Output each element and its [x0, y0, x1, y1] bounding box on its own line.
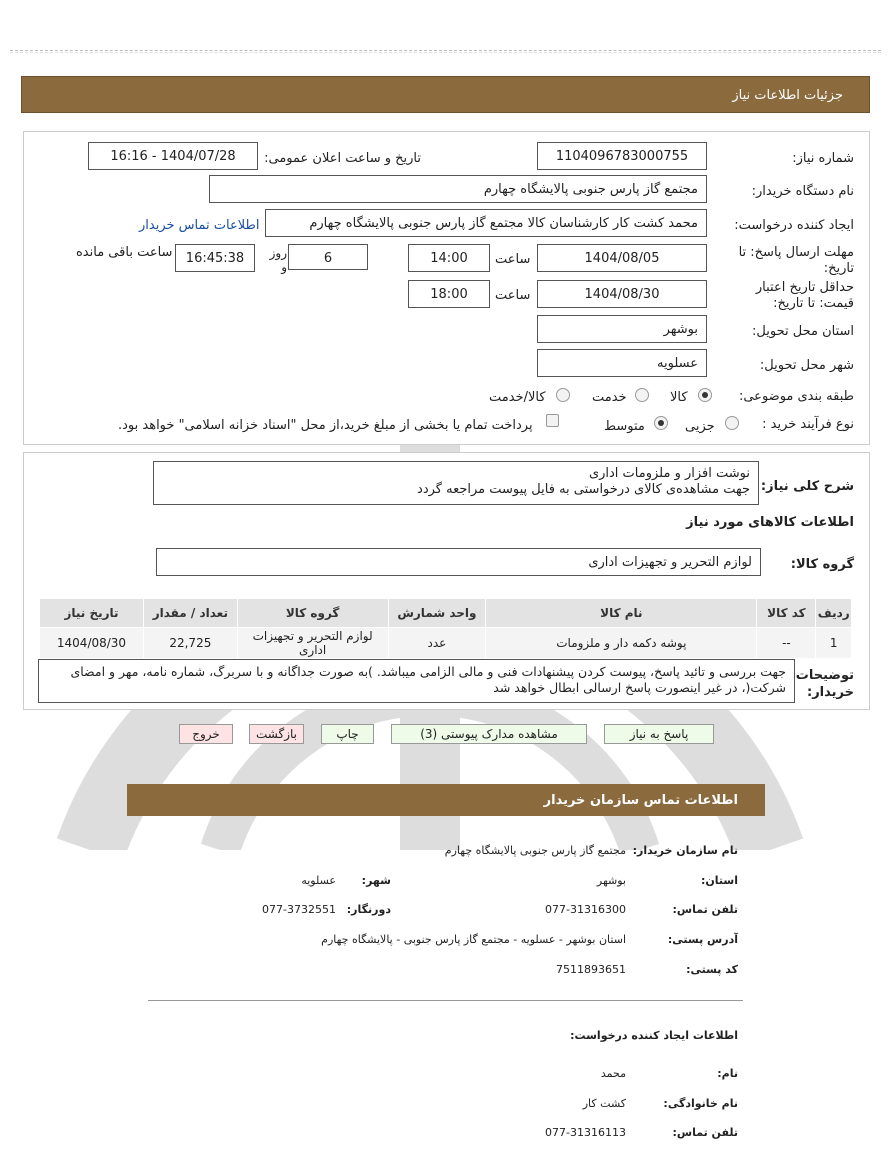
creator-first-name-label: نام:	[717, 1067, 738, 1080]
announce-label: تاریخ و ساعت اعلان عمومی:	[264, 151, 421, 166]
view-attachments-button[interactable]: مشاهده مدارک پیوستی (3)	[391, 724, 587, 744]
contact-city-label: شهر:	[361, 874, 391, 887]
requester-field: محمد کشت کار کارشناسان کالا مجتمع گاز پارس جنوبی پالایشگاه چهارم	[265, 209, 707, 237]
deadline-time-field: 14:00	[408, 244, 490, 272]
col-header-unit: واحد شمارش	[388, 599, 486, 628]
col-header-goods-code: کد کالا	[757, 599, 816, 628]
buyer-org-field: مجتمع گاز پارس جنوبی پالایشگاه چهارم	[209, 175, 707, 203]
contact-org-value: مجتمع گاز پارس جنوبی پالایشگاه چهارم	[444, 844, 626, 857]
contact-postal-value: 7511893651	[556, 963, 626, 976]
goods-info-title: اطلاعات کالاهای مورد نیاز	[686, 515, 854, 530]
validity-time-field: 18:00	[408, 280, 490, 308]
contact-phone-value: 077-31316300	[545, 903, 626, 916]
col-header-quantity: تعداد / مقدار	[143, 599, 237, 628]
creator-title: اطلاعات ایجاد کننده درخواست:	[570, 1029, 738, 1042]
creator-last-name-value: کشت کار	[582, 1097, 626, 1110]
description-line-1: نوشت افزار و ملزومات اداری	[588, 466, 750, 481]
col-header-goods-name: نام کالا	[486, 599, 757, 628]
cell-goods-code: --	[757, 628, 816, 659]
validity-date-field: 1404/08/30	[537, 280, 707, 308]
contact-address-value: استان بوشهر - عسلویه - مجتمع گاز پارس جنوبی - پالایشگاه چهارم	[321, 933, 626, 946]
cell-goods-name: پوشه دکمه دار و ملزومات	[486, 628, 757, 659]
print-button[interactable]: چاپ	[321, 724, 374, 744]
contact-header	[127, 784, 765, 816]
purchase-type-label: نوع فرآیند خرید :	[762, 417, 854, 432]
creator-first-name-value: محمد	[600, 1067, 626, 1080]
city-label: شهر محل تحویل:	[759, 358, 854, 373]
description-field	[153, 461, 759, 505]
creator-last-name-label: نام خانوادگی:	[663, 1097, 738, 1110]
announce-field: 1404/07/28 - 16:16	[88, 142, 258, 170]
treasury-payment-checkbox[interactable]	[546, 414, 559, 427]
contact-org-label: نام سازمان خریدار:	[632, 844, 738, 857]
deadline-date-field: 1404/08/05	[537, 244, 707, 272]
contact-divider	[148, 1000, 743, 1001]
buyer-notes-label: توضیحات خریدار:	[795, 668, 854, 700]
category-option-goods-service: کالا/خدمت	[489, 390, 546, 405]
reply-button[interactable]: پاسخ به نیاز	[604, 724, 714, 744]
buyer-contact-link[interactable]: اطلاعات تماس خریدار	[139, 218, 260, 233]
validity-time-label: ساعت	[495, 288, 531, 303]
cell-quantity: 22,725	[143, 628, 237, 659]
deadline-time-label: ساعت	[495, 252, 531, 267]
goods-group-label: گروه کالا:	[790, 557, 854, 572]
province-label: استان محل تحویل:	[752, 324, 854, 339]
remaining-label: ساعت باقی مانده	[76, 245, 173, 260]
goods-group-field: لوازم التحریر و تجهیزات اداری	[156, 548, 761, 576]
need-number-field: 1104096783000755	[537, 142, 707, 170]
payment-note: پرداخت تمام یا بخشی از مبلغ خرید،از محل "اسناد خزانه اسلامی" خواهد بود.	[118, 418, 533, 433]
contact-address-label: آدرس پستی:	[667, 933, 738, 946]
validity-label: حداقل تاریخ اعتبار قیمت: تا تاریخ:	[755, 280, 854, 311]
col-header-goods-group: گروه کالا	[237, 599, 388, 628]
category-label: طبقه بندی موضوعی:	[738, 389, 854, 404]
col-header-need-date: تاریخ نیاز	[40, 599, 144, 628]
table-row	[40, 628, 852, 659]
contact-fax-label: دورنگار:	[346, 903, 391, 916]
province-field: بوشهر	[537, 315, 707, 343]
contact-phone-label: تلفن تماس:	[672, 903, 738, 916]
purchase-radio-minor[interactable]	[725, 416, 739, 430]
days-field: 6	[288, 244, 368, 270]
category-radio-goods[interactable]	[698, 388, 712, 402]
cell-row-number: 1	[816, 628, 852, 659]
col-header-row-number: ردیف	[816, 599, 852, 628]
purchase-radio-medium[interactable]	[654, 416, 668, 430]
description-label: شرح کلی نیاز:	[760, 479, 854, 494]
need-number-label: شماره نیاز:	[792, 151, 854, 166]
contact-province-label: استان:	[701, 874, 738, 887]
purchase-option-medium: متوسط	[604, 419, 645, 434]
contact-fax-value: 077-3732551	[262, 903, 336, 916]
contact-postal-label: کد پستی:	[686, 963, 738, 976]
table-header-row	[40, 599, 852, 628]
requester-label: ایجاد کننده درخواست:	[734, 218, 854, 233]
category-option-goods: کالا	[670, 390, 688, 405]
page-header	[21, 76, 870, 113]
contact-city-value: عسلویه	[301, 874, 336, 887]
goods-table	[39, 598, 852, 659]
days-label: روز و	[269, 246, 287, 274]
page-title: جزئیات اطلاعات نیاز	[732, 88, 843, 103]
remaining-time-field: 16:45:38	[175, 244, 255, 272]
category-radio-goods-service[interactable]	[556, 388, 570, 402]
exit-button[interactable]: خروج	[179, 724, 233, 744]
description-line-2: جهت مشاهده‌ی کالای درخواستی به فایل پیوست مراجعه گردد	[417, 482, 750, 497]
contact-province-value: بوشهر	[596, 874, 626, 887]
cell-unit: عدد	[388, 628, 486, 659]
creator-phone-label: تلفن تماس:	[672, 1126, 738, 1139]
cell-need-date: 1404/08/30	[40, 628, 144, 659]
creator-phone-value: 077-31316113	[545, 1126, 626, 1139]
top-divider	[10, 50, 881, 51]
buyer-org-label: نام دستگاه خریدار:	[751, 184, 854, 199]
top-divider-2	[10, 52, 881, 53]
buyer-notes-field: جهت بررسی و تائید پاسخ، پیوست کردن پیشنهادات فنی و مالی الزامی میباشد. )به صورت جداگانه و با سربرگ، شماره نامه، مهر و امضای شرکت(، در غیر اینصورت پاسخ ارسالی ابطال خواهد شد	[38, 659, 795, 703]
category-option-service: خدمت	[592, 390, 627, 405]
deadline-label: مهلت ارسال پاسخ: تا تاریخ:	[738, 245, 854, 276]
purchase-option-minor: جزیی	[685, 419, 715, 434]
cell-goods-group: لوازم التحریر و تجهیزات اداری	[237, 628, 388, 659]
back-button[interactable]: بازگشت	[249, 724, 304, 744]
city-field: عسلویه	[537, 349, 707, 377]
contact-title: اطلاعات تماس سازمان خریدار	[543, 793, 738, 808]
category-radio-service[interactable]	[635, 388, 649, 402]
